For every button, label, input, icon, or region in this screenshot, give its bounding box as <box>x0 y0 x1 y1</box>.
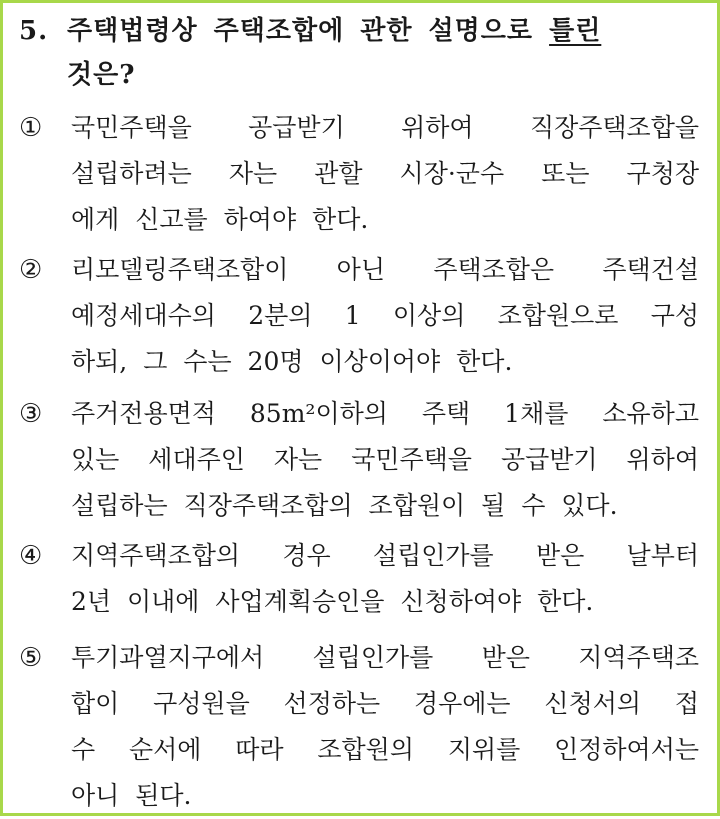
choice-line: 에게 신고를 하여야 한다. <box>71 205 369 234</box>
question-header <box>19 9 709 53</box>
choice-line: 합이 구성원을 선정하는 경우에는 신청서의 접 <box>71 689 699 718</box>
choice-line: 하되, 그 수는 20명 이상이어야 한다. <box>71 347 513 376</box>
choice-line: 예정세대수의 2분의 1 이상의 조합원으로 구성 <box>71 301 699 330</box>
choice-line: 있는 세대주인 자는 국민주택을 공급받기 위하여 <box>71 445 699 474</box>
choice-text <box>71 635 699 819</box>
choice-line: 아니 된다. <box>71 781 192 810</box>
choice-5 <box>19 635 699 819</box>
choice-text <box>71 533 699 625</box>
choice-line: 지역주택조합의 경우 설립인가를 받은 날부터 <box>71 541 699 570</box>
choice-mark: ② <box>19 255 43 285</box>
choice-mark: ④ <box>19 541 43 571</box>
choice-line: 수 순서에 따라 조합원의 지위를 인정하여서는 <box>71 735 699 764</box>
choice-mark: ① <box>19 113 43 143</box>
choice-text <box>71 105 699 243</box>
choice-mark: ⑤ <box>19 643 43 673</box>
question-number: 5. <box>19 16 49 46</box>
choice-line: 투기과열지구에서 설립인가를 받은 지역주택조 <box>71 643 699 672</box>
question-text-line2: 것은? <box>67 60 136 90</box>
choice-2 <box>19 247 699 385</box>
choice-line: 설립하려는 자는 관할 시장·군수 또는 구청장 <box>71 159 699 188</box>
question-text <box>67 9 709 53</box>
choice-line: 주거전용면적 85m²이하의 주택 1채를 소유하고 <box>71 399 699 428</box>
choice-text <box>71 247 699 385</box>
question <box>19 9 709 97</box>
choice-line: 2년 이내에 사업계획승인을 신청하여야 한다. <box>71 587 594 616</box>
choice-3 <box>19 391 699 529</box>
choice-line: 설립하는 직장주택조합의 조합원이 될 수 있다. <box>71 491 618 520</box>
choice-line: 리모델링주택조합이 아닌 주택조합은 주택건설 <box>71 255 699 284</box>
question-emphasis: 틀린 <box>549 16 602 46</box>
choice-mark: ③ <box>19 399 43 429</box>
question-text-main: 주택법령상 주택조합에 관한 설명으로 <box>67 16 550 46</box>
choice-line: 국민주택을 공급받기 위하여 직장주택조합을 <box>71 113 699 142</box>
choice-4 <box>19 533 699 625</box>
choice-1 <box>19 105 699 243</box>
choice-text <box>71 391 699 529</box>
